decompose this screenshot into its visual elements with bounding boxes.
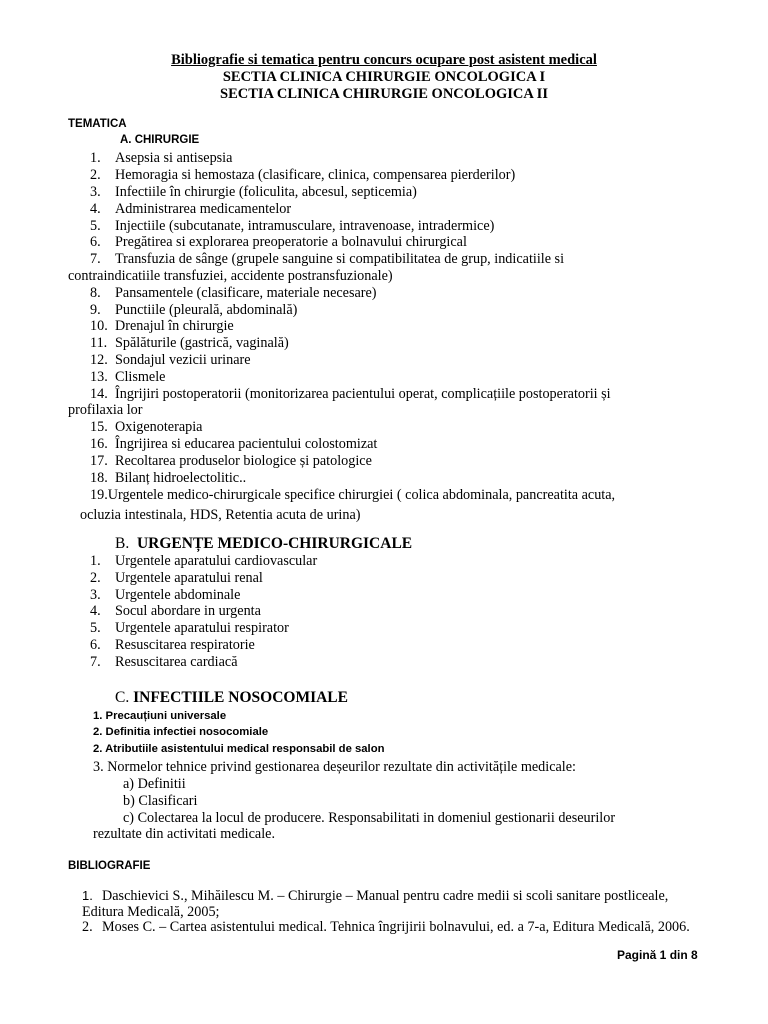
list-item: 4. Socul abordare in urgenta [90,603,261,619]
section-b-heading: B. URGENȚE MEDICO-CHIRURGICALE [115,535,413,552]
list-item: 3. Urgentele abdominale [90,587,241,603]
list-item: 8. Pansamentele (clasificare, materiale necesare) [90,285,377,301]
list-item: 13. Clismele [90,369,166,385]
bibliografie-label: BIBLIOGRAFIE [68,860,151,872]
section-title-1: SECTIA CLINICA CHIRURGIE ONCOLOGICA I [222,69,546,85]
list-item: 2. Urgentele aparatului renal [90,570,263,586]
list-item-continuation: ocluzia intestinala, HDS, Retentia acuta de urina) [80,507,361,523]
list-item-continuation: Editura Medicală, 2005; [82,904,220,920]
list-item: 2. Atributiile asistentului medical responsabil de salon [93,743,385,755]
sub-item: a) Definitii [123,776,186,792]
list-item: 1. Asepsia si antisepsia [90,150,233,166]
list-item: 3. Infectiile în chirurgie (foliculita, abcesul, septicemia) [90,184,417,200]
list-item: 5. Injectiile (subcutanate, intramusculare, intravenoase, intradermice) [90,218,495,234]
sub-item: c) Colectarea la locul de producere. Responsabilitati in domeniul gestionarii deseurilor [123,810,616,826]
list-item: 17. Recoltarea produselor biologice și patologice [90,453,372,469]
list-item: 15. Oxigenoterapia [90,419,203,435]
list-item: 6. Resuscitarea respiratorie [90,637,255,653]
list-item: 16. Îngrijirea si educarea pacientului colostomizat [90,436,378,452]
list-item: 19.Urgentele medico-chirurgicale specifice chirurgiei ( colica abdominala, pancreatita acuta, [90,487,616,503]
section-c-heading: C. INFECTIILE NOSOCOMIALE [115,689,348,706]
list-item-continuation: contraindicatiile transfuziei, accidente postransfuzionale) [68,268,393,284]
list-item-continuation: rezultate din activitati medicale. [93,826,275,842]
list-item-continuation: profilaxia lor [68,402,143,418]
list-item: 1. Precauțiuni universale [93,710,227,722]
list-item: 18. Bilanț hidroelectolitic.. [90,470,247,486]
list-item: 11. Spălăturile (gastrică, vaginală) [90,335,289,351]
list-item: 3. Normelor tehnice privind gestionarea deșeurilor rezultate din activitățile medicale: [93,759,576,775]
list-item: 2. Hemoragia si hemostaza (clasificare, clinica, compensarea pierderilor) [90,167,516,183]
list-item: 7. Resuscitarea cardiacă [90,654,238,670]
list-item: 4. Administrarea medicamentelor [90,201,292,217]
tematica-label: TEMATICA [68,118,127,130]
list-item: 12. Sondajul vezicii urinare [90,352,251,368]
list-item: 5. Urgentele aparatului respirator [90,620,289,636]
bibliography-item: 2. Moses C. – Cartea asistentului medical. Tehnica îngrijirii bolnavului, ed. a 7-a, Editura Medicală, 2006. [82,919,690,935]
list-item: 7. Transfuzia de sânge (grupele sanguine si compatibilitatea de grup, indicatiile si [90,251,565,267]
section-title-2: SECTIA CLINICA CHIRURGIE ONCOLOGICA II [220,86,548,102]
section-a-label: A. CHIRURGIE [120,134,200,146]
list-item: 6. Pregătirea si explorarea preoperatorie a bolnavului chirurgical [90,234,467,250]
bibliography-item: 1. Daschievici S., Mihăilescu M. – Chirurgie – Manual pentru cadre medii si scoli sanitare postliceale, [82,888,669,904]
sub-item: b) Clasificari [123,793,198,809]
list-item: 10. Drenajul în chirurgie [90,318,234,334]
list-item: 14. Îngrijiri postoperatorii (monitorizarea pacientului operat, complicațiile postoperatorii și [90,386,611,402]
list-item: 2. Definitia infectiei nosocomiale [93,726,269,738]
document-title: Bibliografie si tematica pentru concurs ocupare post asistent medical [171,52,597,68]
page-number: Pagină 1 din 8 [617,948,698,962]
list-item: 1. Urgentele aparatului cardiovascular [90,553,318,569]
list-item: 9. Punctiile (pleurală, abdominală) [90,302,298,318]
